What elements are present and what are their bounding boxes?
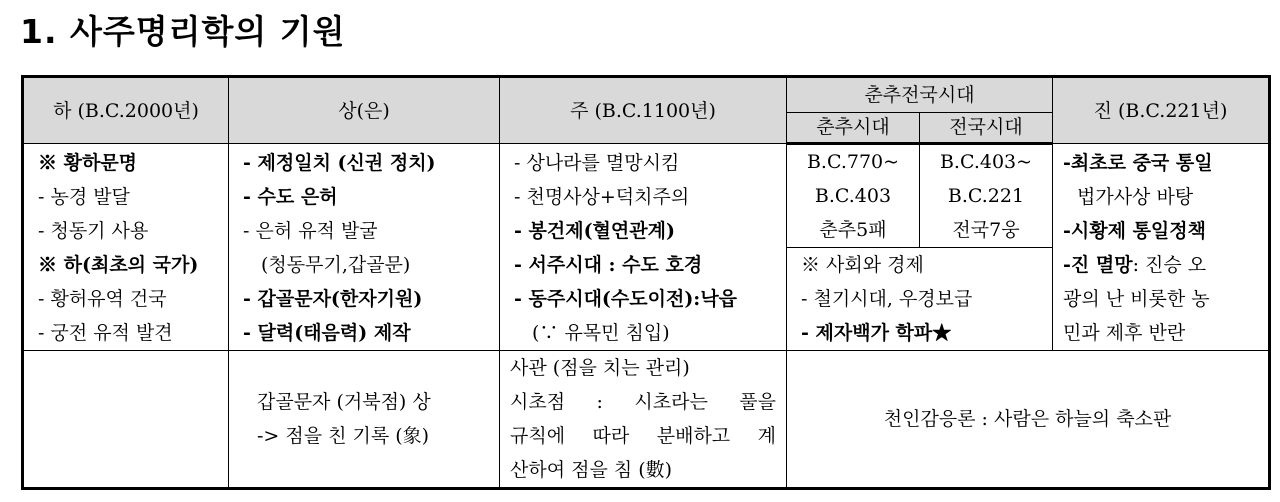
cell-zhanguo-period bbox=[920, 144, 1053, 248]
qin-line: 민과 제후 반란 bbox=[1063, 322, 1186, 344]
xia-line: - 궁전 유적 발견 bbox=[38, 322, 173, 344]
chunqiu-line: B.C.403 bbox=[814, 185, 892, 207]
zhou-line: (∵ 유목민 침입) bbox=[532, 322, 670, 344]
zhou-div-line: 규칙에 따라 분배하고 계 bbox=[510, 425, 776, 447]
society-line: - 철기시대, 우경보급 bbox=[801, 288, 973, 310]
header-chunqiu-zhanguo: 춘추전국시대 bbox=[787, 77, 1053, 113]
zhanguo-line: 전국7웅 bbox=[952, 219, 1020, 241]
zhou-line: - 서주시대 : 수도 호경 bbox=[514, 254, 703, 276]
xia-line: - 청동기 사용 bbox=[38, 220, 149, 242]
shang-line: - 은허 유적 발굴 bbox=[243, 220, 378, 242]
zhou-line: - 상나라를 멸망시킴 bbox=[514, 152, 680, 174]
cell-zhou-divination bbox=[500, 351, 787, 489]
zhou-line: - 동주시대(수도이전):낙읍 bbox=[514, 288, 738, 310]
cell-zhou-content bbox=[500, 144, 787, 351]
header-qin: 진 (B.C.221년) bbox=[1053, 77, 1270, 144]
zhanguo-line: B.C.403~ bbox=[939, 151, 1033, 173]
cell-chunqiu-period bbox=[787, 144, 920, 248]
cell-qin-content bbox=[1053, 144, 1270, 351]
shang-line: (청동무기,갑골문) bbox=[261, 254, 411, 276]
qin-line: 광의 난 비롯한 농 bbox=[1063, 288, 1210, 310]
zhou-line: - 봉건제(혈연관계) bbox=[514, 220, 675, 242]
chunqiu-line: 춘추5패 bbox=[819, 219, 887, 241]
history-table bbox=[21, 75, 1271, 490]
zhou-div-line: 시초점 : 시초라는 풀을 bbox=[510, 391, 776, 413]
header-zhou: 주 (B.C.1100년) bbox=[500, 77, 787, 144]
shang-line: - 제정일치 (신권 정치) bbox=[243, 152, 436, 174]
shang-line: - 달력(태음력) 제작 bbox=[243, 322, 411, 344]
zhanguo-line: B.C.221 bbox=[947, 185, 1025, 207]
shang-div-line: -> 점을 친 기록 (象) bbox=[257, 425, 430, 447]
cell-society-economy bbox=[787, 248, 1053, 351]
header-xia: 하 (B.C.2000년) bbox=[23, 77, 229, 144]
header-shang: 상(은) bbox=[229, 77, 500, 144]
cell-xia-divination bbox=[23, 351, 229, 489]
cell-tianren-ganying: 천인감응론 : 사람은 하늘의 축소판 bbox=[787, 351, 1270, 489]
society-line: - 제자백가 학파★ bbox=[801, 322, 952, 344]
shang-line: - 갑골문자(한자기원) bbox=[243, 288, 423, 310]
qin-line: -최초로 중국 통일 bbox=[1063, 152, 1213, 174]
qin-line: -시황제 통일정책 bbox=[1063, 220, 1206, 242]
xia-line: - 농경 발달 bbox=[38, 186, 130, 208]
header-zhanguo: 전국시대 bbox=[920, 113, 1053, 144]
zhou-div-line: 산하여 점을 침 (數) bbox=[510, 459, 673, 481]
zhou-line: - 천명사상+덕치주의 bbox=[514, 186, 690, 208]
cell-shang-divination bbox=[229, 351, 500, 489]
chunqiu-line: B.C.770~ bbox=[806, 151, 900, 173]
xia-line: ※ 황하문명 bbox=[38, 152, 138, 174]
cell-shang-content bbox=[229, 144, 500, 351]
xia-line: - 황허유역 건국 bbox=[38, 288, 167, 310]
page-title: 1. 사주명리학의 기원 bbox=[20, 12, 346, 51]
cell-xia-content bbox=[23, 144, 229, 351]
shang-div-line: 갑골문자 (거북점) 상 bbox=[257, 391, 431, 413]
qin-fall-label: -진 멸망 bbox=[1063, 254, 1133, 276]
qin-line: 법가사상 바탕 bbox=[1077, 186, 1194, 208]
qin-line bbox=[1063, 248, 1258, 282]
society-line: ※ 사회와 경제 bbox=[801, 254, 924, 276]
zhou-div-line: 사관 (점을 치는 관리) bbox=[510, 357, 690, 379]
qin-fall-rest: : 진승 오 bbox=[1132, 254, 1207, 276]
header-chunqiu: 춘추시대 bbox=[787, 113, 920, 144]
xia-line: ※ 하(최초의 국가) bbox=[38, 254, 199, 276]
shang-line: - 수도 은허 bbox=[243, 186, 338, 208]
